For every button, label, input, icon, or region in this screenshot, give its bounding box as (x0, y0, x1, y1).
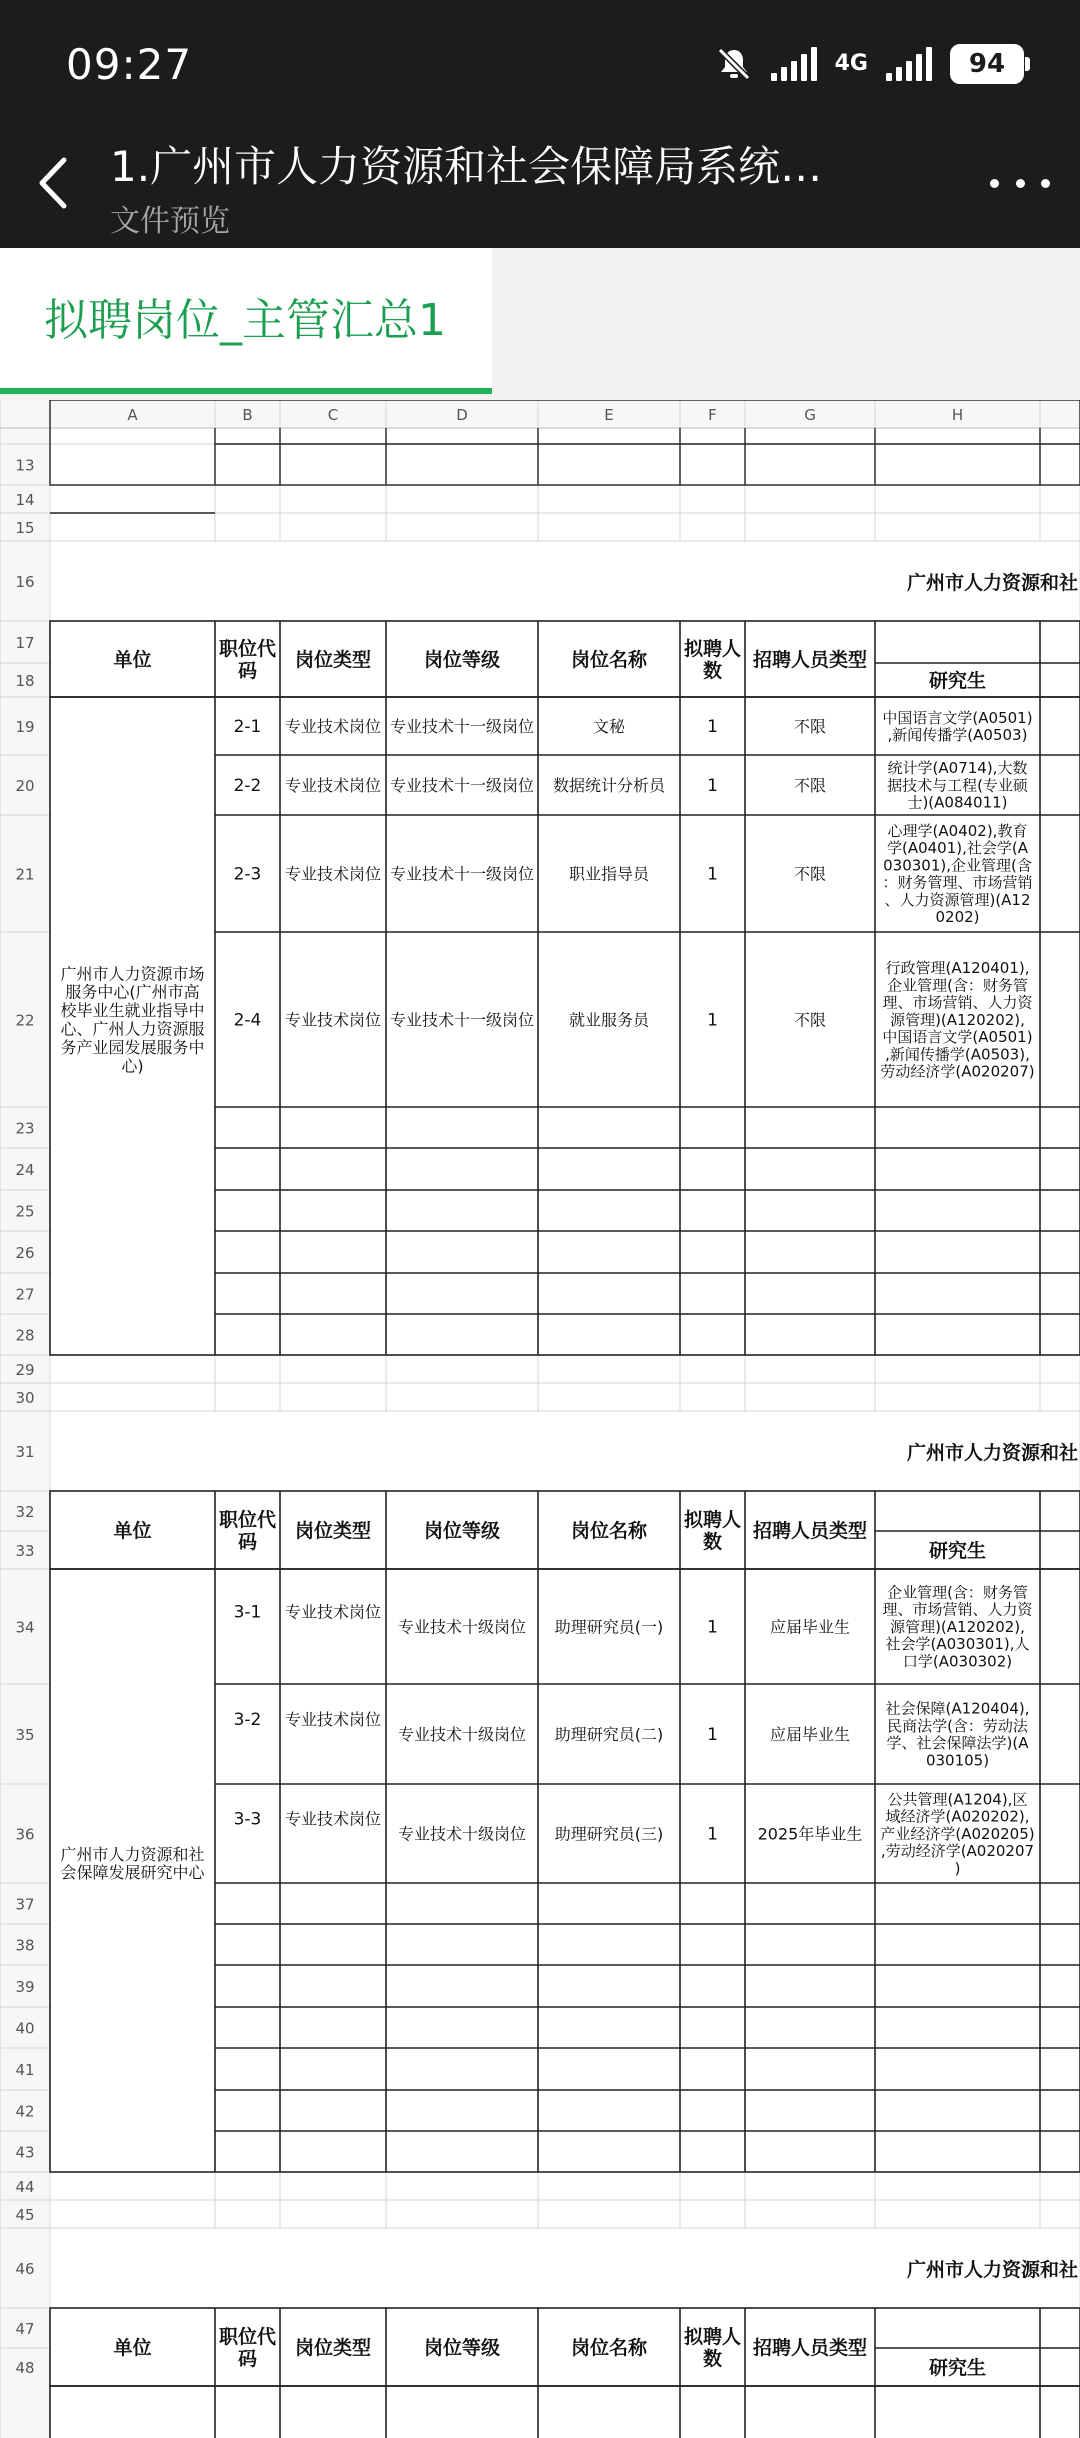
column-header-B[interactable]: B (242, 406, 253, 424)
position-level: 专业技术十一级岗位 (389, 864, 535, 884)
position-name: 助理研究员(三) (554, 1824, 664, 1844)
unit-cell: 广州市人力资源市场服务中心(广州市高校毕业生就业指导中心、广州人力资源服务产业园发展服务中心) (60, 964, 205, 1076)
row-header-18[interactable]: 18 (15, 672, 35, 690)
hire-count: 1 (707, 1824, 718, 1845)
row-header-35[interactable]: 35 (15, 1726, 35, 1744)
sheet-tab-bar (0, 248, 1080, 400)
section-title: 广州市人力资源和社 (906, 572, 1078, 594)
column-header-A[interactable]: A (127, 406, 138, 424)
spreadsheet-grid[interactable] (0, 400, 1080, 2438)
recruit-type: 不限 (793, 716, 827, 736)
row-header-30[interactable]: 30 (15, 1389, 35, 1407)
header-type: 岗位类型 (294, 2336, 372, 2359)
row-header-33[interactable]: 33 (15, 1542, 35, 1560)
status-time: 09:27 (66, 40, 193, 89)
column-header-bar (0, 400, 1080, 428)
header-unit: 单位 (113, 2336, 152, 2359)
hire-count: 1 (707, 864, 718, 885)
more-options-button[interactable] (990, 170, 1050, 196)
position-level: 专业技术十级岗位 (397, 1617, 527, 1637)
row-header-16[interactable]: 16 (15, 573, 35, 591)
hire-count: 1 (707, 1010, 718, 1031)
header-name: 岗位名称 (570, 2336, 648, 2359)
position-type: 专业技术岗位 (284, 775, 382, 795)
position-level: 专业技术十级岗位 (397, 1724, 527, 1744)
row-header-27[interactable]: 27 (15, 1285, 35, 1304)
header-graduate: 研究生 (928, 1539, 987, 1562)
graduate-major: 统计学(A0714),大数据技术与工程(专业硕士)(A084011) (887, 759, 1028, 812)
row-header-19[interactable]: 19 (15, 718, 35, 736)
row-header-24[interactable]: 24 (15, 1161, 35, 1179)
header-code: 职位代码 (218, 1508, 277, 1553)
chevron-left-icon (28, 150, 78, 216)
header-graduate: 研究生 (928, 2356, 987, 2379)
row-header-45[interactable]: 45 (15, 2206, 35, 2224)
top-app-bar (0, 0, 1080, 248)
header-level: 岗位等级 (423, 1519, 501, 1542)
column-header-G[interactable]: G (804, 406, 816, 424)
row-header-41[interactable]: 41 (15, 2061, 35, 2079)
back-button[interactable] (28, 150, 78, 216)
header-recruit-type: 招聘人员类型 (752, 1519, 868, 1542)
document-subtitle: 文件预览 (110, 204, 230, 239)
header-code: 职位代码 (218, 2325, 277, 2370)
position-code: 2-2 (233, 776, 262, 797)
row-header-47[interactable]: 47 (15, 2320, 35, 2338)
row-header-22[interactable]: 22 (15, 1011, 35, 1030)
header-count: 拟聘人数 (683, 637, 742, 682)
column-header-E[interactable]: E (604, 406, 614, 424)
row-header-28[interactable]: 28 (15, 1326, 35, 1345)
row-header-48[interactable]: 48 (15, 2359, 35, 2377)
column-header-D[interactable]: D (456, 406, 468, 424)
position-code: 3-2 (233, 1710, 262, 1731)
header-count: 拟聘人数 (683, 1508, 742, 1553)
header-type: 岗位类型 (294, 648, 372, 671)
row-header-21[interactable]: 21 (15, 865, 35, 884)
hire-count: 1 (707, 1617, 718, 1638)
row-header-31[interactable]: 31 (15, 1443, 35, 1461)
row-header-14[interactable]: 14 (15, 491, 35, 509)
unit-cell: 广州市人力资源和社会保障发展研究中心 (60, 1844, 205, 1883)
section-title: 广州市人力资源和社 (906, 2259, 1078, 2281)
row-header-17[interactable]: 17 (15, 634, 35, 652)
header-name: 岗位名称 (570, 1519, 648, 1542)
row-header-44[interactable]: 44 (15, 2178, 35, 2196)
spreadsheet-canvas[interactable] (0, 400, 1080, 2438)
header-name: 岗位名称 (570, 648, 648, 671)
column-header-H[interactable]: H (951, 406, 964, 424)
header-graduate: 研究生 (928, 669, 987, 692)
row-header-37[interactable]: 37 (15, 1895, 35, 1914)
graduate-major: 企业管理(含：财务管理、市场营销、人力资源管理)(A120202),社会学(A030301),人口学(A030302) (882, 1583, 1033, 1671)
row-header-40[interactable]: 40 (15, 2019, 35, 2038)
row-header-25[interactable]: 25 (15, 1202, 35, 1221)
recruit-type: 应届毕业生 (769, 1617, 851, 1637)
column-header-F[interactable]: F (708, 406, 717, 424)
graduate-major: 公共管理(A1204),区域经济学(A020202),产业经济学(A020205) ,劳动经济学(A020207 ) (880, 1790, 1035, 1878)
header-code: 职位代码 (218, 637, 277, 682)
recruit-type: 不限 (793, 864, 827, 884)
header-unit: 单位 (113, 1519, 152, 1542)
position-name: 助理研究员(二) (554, 1724, 664, 1744)
network-type: 4G (834, 51, 868, 76)
row-header-46[interactable]: 46 (15, 2260, 35, 2278)
header-count: 拟聘人数 (683, 2325, 742, 2370)
status-icons (715, 44, 1024, 84)
recruit-type: 2025年毕业生 (757, 1824, 863, 1844)
row-header-42[interactable]: 42 (15, 2102, 35, 2121)
row-header-15[interactable]: 15 (15, 519, 35, 537)
graduate-major: 心理学(A0402),教育学(A0401),社会学(A 030301),企业管理(含：财务管理、市场营销、人力资源管理)(A12 0202) (882, 821, 1033, 927)
graduate-major: 社会保障(A120404),民商法学(含：劳动法学、社会保障法学)(A 030105) (885, 1699, 1030, 1770)
position-code: 2-3 (233, 864, 262, 885)
position-type: 专业技术岗位 (284, 1809, 382, 1829)
position-code: 3-3 (233, 1809, 262, 1830)
header-recruit-type: 招聘人员类型 (752, 2336, 868, 2359)
row-header-38[interactable]: 38 (15, 1936, 35, 1955)
section-title: 广州市人力资源和社 (906, 1442, 1078, 1464)
position-type: 专业技术岗位 (284, 1602, 382, 1622)
row-header-29[interactable]: 29 (15, 1361, 35, 1379)
battery-indicator: 94 (950, 44, 1024, 84)
document-title: 1.广州市人力资源和社会保障局系统… (110, 142, 823, 191)
row-header-34[interactable]: 34 (15, 1618, 35, 1637)
position-type: 专业技术岗位 (284, 1010, 382, 1030)
hire-count: 1 (707, 776, 718, 797)
hire-count: 1 (707, 717, 718, 738)
position-code: 2-4 (233, 1010, 262, 1031)
position-type: 专业技术岗位 (284, 1709, 382, 1729)
row-header-43[interactable]: 43 (15, 2143, 35, 2162)
position-name: 职业指导员 (568, 864, 650, 884)
row-header-32[interactable]: 32 (15, 1503, 35, 1521)
position-name: 就业服务员 (568, 1010, 650, 1030)
row-header-36[interactable]: 36 (15, 1825, 35, 1844)
row-header-13[interactable]: 13 (15, 456, 35, 475)
position-code: 3-1 (233, 1602, 262, 1623)
header-level: 岗位等级 (423, 648, 501, 671)
header-level: 岗位等级 (423, 2336, 501, 2359)
graduate-major: 行政管理(A120401),企业管理(含：财务管理、市场营销、人力资源管理)(A120202),中国语言文学(A0501) ,新闻传播学(A0503),劳动经济学(A020207) (880, 959, 1035, 1081)
recruit-type: 不限 (793, 775, 827, 795)
position-level: 专业技术十级岗位 (397, 1824, 527, 1844)
header-recruit-type: 招聘人员类型 (752, 648, 868, 671)
position-level: 专业技术十一级岗位 (389, 775, 535, 795)
signal-icon (771, 47, 817, 81)
position-type: 专业技术岗位 (284, 864, 382, 884)
recruit-type: 不限 (793, 1010, 827, 1030)
position-name: 助理研究员(一) (554, 1617, 664, 1637)
position-level: 专业技术十一级岗位 (389, 716, 535, 736)
position-type: 专业技术岗位 (284, 716, 382, 736)
mute-icon (715, 45, 753, 83)
position-level: 专业技术十一级岗位 (389, 1010, 535, 1030)
header-unit: 单位 (113, 648, 152, 671)
recruit-type: 应届毕业生 (769, 1724, 851, 1744)
header-type: 岗位类型 (294, 1519, 372, 1542)
position-code: 2-1 (233, 717, 262, 738)
graduate-major: 中国语言文学(A0501) ,新闻传播学(A0503) (882, 708, 1033, 745)
position-name: 数据统计分析员 (552, 775, 666, 795)
hire-count: 1 (707, 1725, 718, 1746)
position-name: 文秘 (592, 716, 626, 736)
column-header-C[interactable]: C (327, 406, 339, 424)
row-header-23[interactable]: 23 (15, 1119, 35, 1138)
signal-icon-2 (886, 47, 932, 81)
sheet-tab[interactable]: 拟聘岗位_主管汇总1 (0, 248, 492, 394)
row-header-39[interactable]: 39 (15, 1978, 35, 1996)
row-header-20[interactable]: 20 (15, 777, 35, 795)
row-header-26[interactable]: 26 (15, 1244, 35, 1262)
